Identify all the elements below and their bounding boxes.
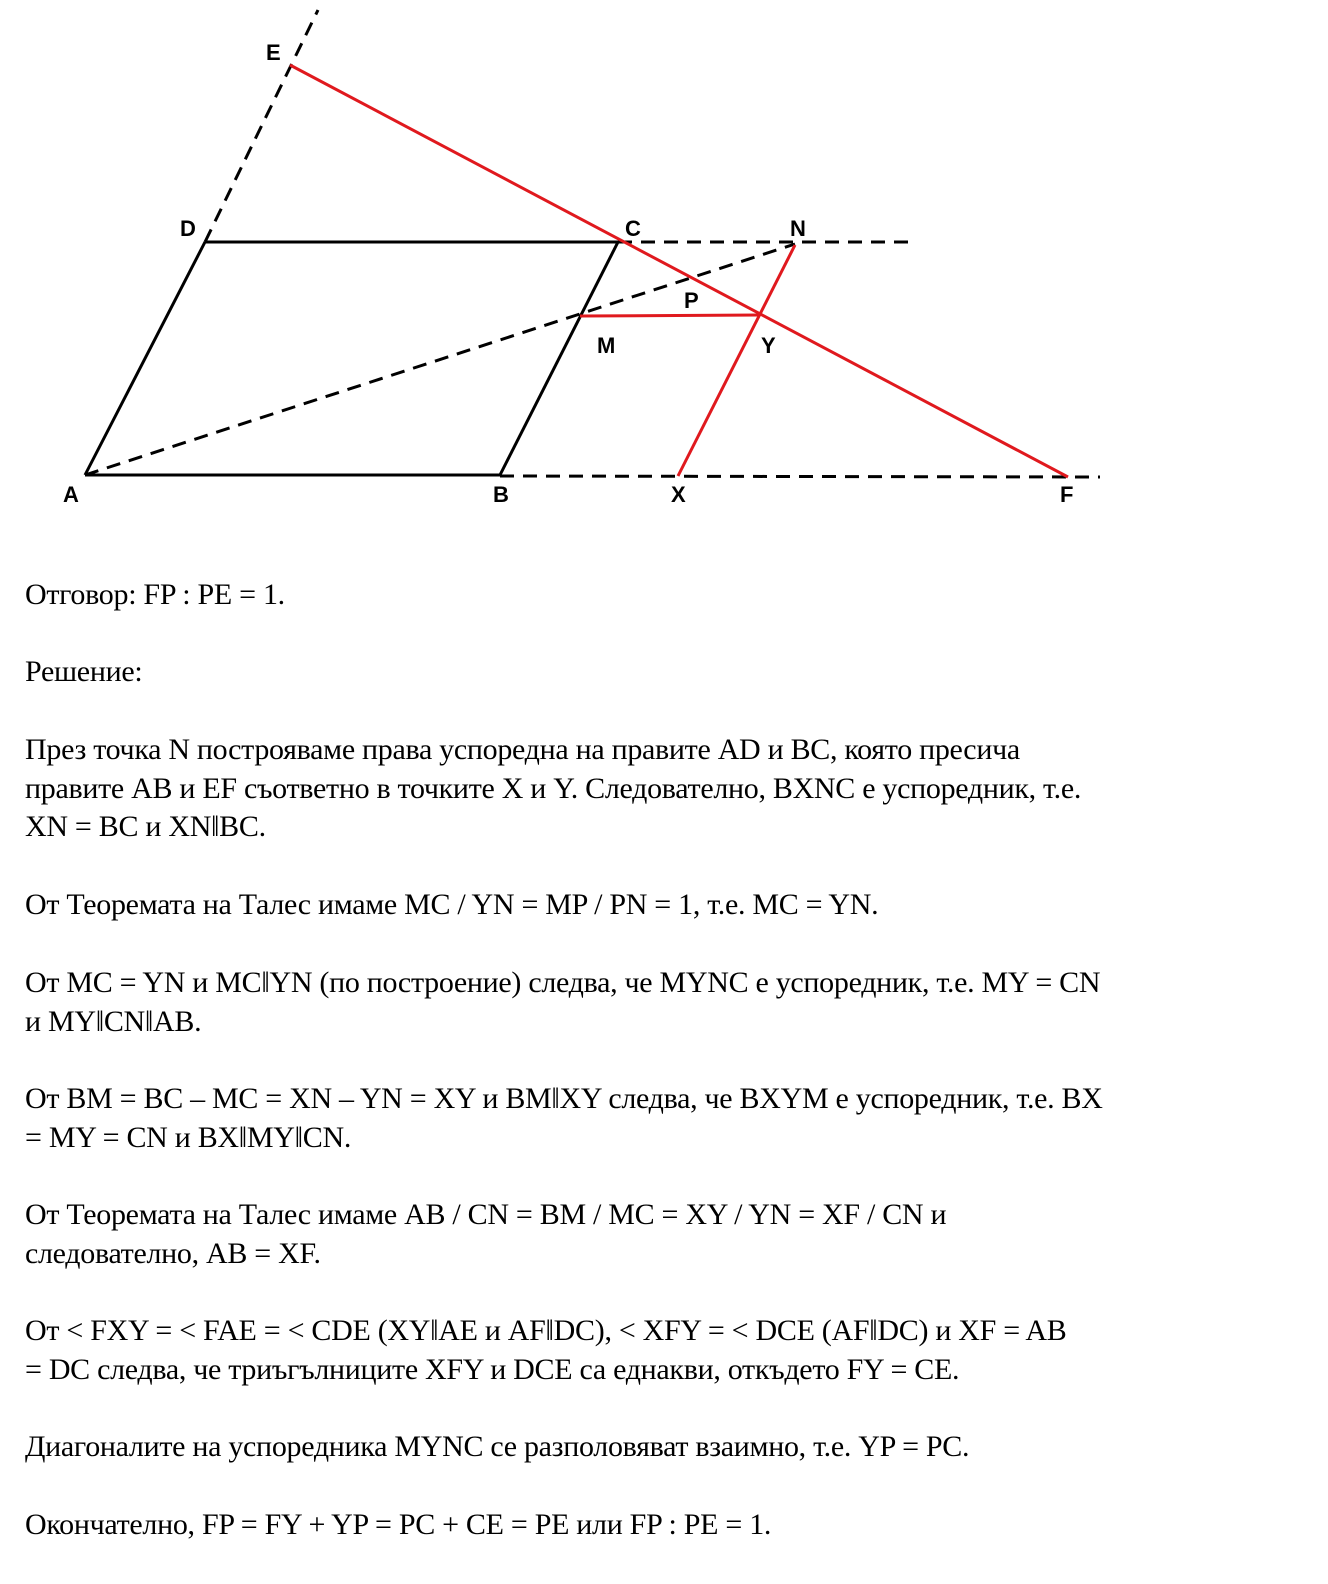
paragraph-3 <box>25 964 1100 1041</box>
text-line: правите AB и EF съответно в точките X и Y. Следователно, BXNC е успоредник, т.е. <box>25 771 1082 805</box>
paragraph-1 <box>25 731 1081 847</box>
geometry-diagram <box>0 0 1328 540</box>
segment-ad <box>85 242 205 475</box>
label-b: B <box>493 482 509 507</box>
text-line: От BM = BC – MC = XN – YN = XY и BM‖XY следва, че BXYM е успоредник, т.е. BX <box>25 1082 1103 1115</box>
text-line: = DC следва, че триъгълниците XFY и DCE са еднакви, откъдето FY = CE. <box>25 1352 960 1386</box>
label-n: N <box>790 216 806 241</box>
text-line: следователно, AB = XF. <box>25 1236 321 1270</box>
text-line: От Теоремата на Талес имаме AB / CN = BM / MC = XY / YN = XF / CN и <box>25 1198 947 1231</box>
paragraph-5 <box>25 1196 946 1273</box>
text-line: Диагоналите на успоредника MYNC се разполовяват взаимно, т.е. YP = PC. <box>25 1430 970 1463</box>
segment-cb <box>500 242 618 475</box>
label-a: A <box>63 482 79 507</box>
label-m: M <box>597 333 616 358</box>
label-f: F <box>1060 482 1074 507</box>
text-line: Окончателно, FP = FY + YP = PC + CE = PE или FP : PE = 1. <box>25 1508 772 1541</box>
segment-an-dashed <box>85 244 795 475</box>
paragraph-6 <box>25 1312 1066 1389</box>
text-line: От Теоремата на Талес имаме MC / YN = MP / PN = 1, т.е. MC = YN. <box>25 888 879 921</box>
solution-heading <box>25 653 142 692</box>
label-c: C <box>625 216 641 241</box>
label-d: D <box>180 216 196 241</box>
ray-de-dashed <box>205 10 318 242</box>
label-e: E <box>266 40 281 65</box>
paragraph-4 <box>25 1080 1103 1157</box>
segment-my <box>580 315 760 316</box>
paragraph-7 <box>25 1428 969 1467</box>
text-line: и MY‖CN‖AB. <box>25 1004 202 1038</box>
text-line: От < FXY = < FAE = < CDE (XY‖AE и AF‖DC), < XFY = < DCE (AF‖DC) и XF = AB <box>25 1314 1067 1347</box>
text-line: От MC = YN и MC‖YN (по построение) следва, че MYNC е успоредник, т.е. MY = CN <box>25 966 1101 999</box>
answer <box>25 576 285 615</box>
segment-ef <box>290 65 1068 477</box>
label-x: X <box>671 482 686 507</box>
text-line: През точка N построяваме права успоредна на правите AD и BC, която пресича <box>25 733 1020 766</box>
label-y: Y <box>761 333 776 358</box>
paragraph-2 <box>25 886 878 925</box>
line-bf-dashed <box>500 476 1100 477</box>
text-line: = MY = CN и BX‖MY‖CN. <box>25 1120 352 1154</box>
answer-text: Отговор: FP : PE = 1. <box>25 578 285 611</box>
label-p: P <box>684 288 699 313</box>
solution-heading-text: Решение: <box>25 655 143 688</box>
text-line: XN = BC и XN‖BC. <box>25 810 266 843</box>
paragraph-8 <box>25 1506 771 1545</box>
